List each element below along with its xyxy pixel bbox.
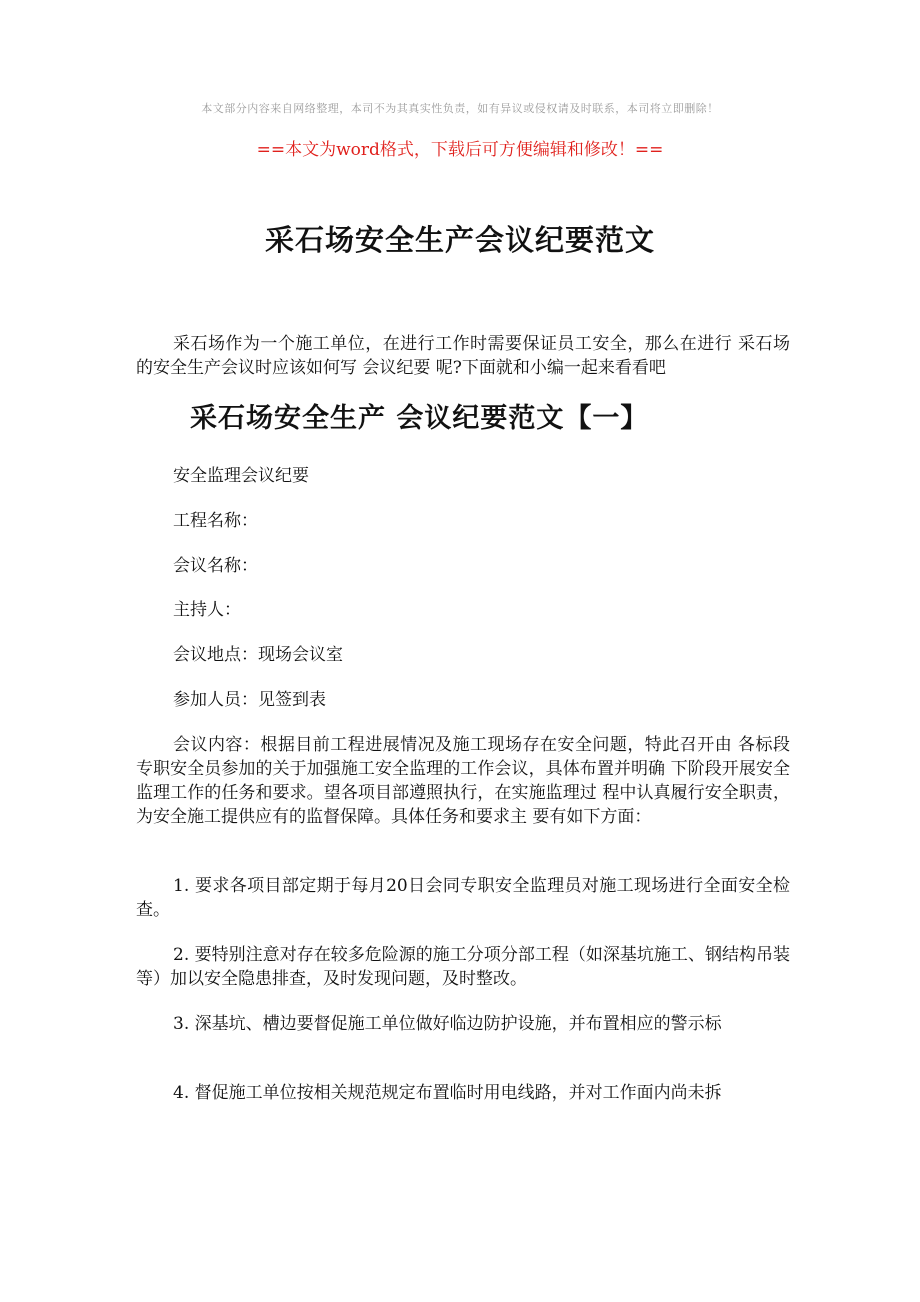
disclaimer-text: 本文部分内容来自网络整理，本司不为其真实性负责，如有异议或侵权请及时联系，本司将立即删除！ — [201, 102, 719, 115]
document-title: 采石场安全生产会议纪要范文 — [264, 223, 655, 257]
section-title: 采石场安全生产 会议纪要范文【一】 — [190, 403, 649, 434]
list-item-3: 3. 深基坑、槽边要督促施工单位做好临边防护设施，并布置相应的警示标 — [173, 1014, 722, 1034]
project-name-field: 工程名称： — [173, 511, 258, 531]
list-item-2: 2. 要特别注意对存在较多危险源的施工分项分部工程（如深基坑施工、钢结构吊装等）加以安全隐患排查，及时发现问题，及时整改。 — [136, 945, 790, 989]
meeting-name-field: 会议名称： — [173, 556, 258, 576]
intro-paragraph: 采石场作为一个施工单位，在进行工作时需要保证员工安全，那么在进行 采石场的安全生产会议时应该如何写 会议纪要 呢?下面就和小编一起来看看吧 — [136, 334, 790, 378]
list-item-1: 1. 要求各项目部定期于每月20日会同专职安全监理员对施工现场进行全面安全检查。 — [136, 876, 790, 920]
minutes-heading: 安全监理会议纪要 — [173, 466, 309, 486]
attendees-field: 参加人员：见签到表 — [173, 690, 326, 710]
meeting-content-paragraph: 会议内容：根据目前工程进展情况及施工现场存在安全问题，特此召开由 各标段专职安全员参加的关于加强施工安全监理的工作会议，具体布置并明确 下阶段开展安全监理工作的任务和要求。望各项目部遵照执行，在实施监理过 程中认真履行安全职责，为安全施工提供应有的监督保障。具体任务和要求主 要有如下方面： — [136, 735, 790, 827]
word-format-note: ==本文为word格式，下载后可方便编辑和修改！== — [256, 140, 664, 160]
host-field: 主持人： — [173, 600, 241, 620]
location-field: 会议地点：现场会议室 — [173, 645, 343, 665]
list-item-4: 4. 督促施工单位按相关规范规定布置临时用电线路，并对工作面内尚未拆 — [173, 1083, 722, 1103]
